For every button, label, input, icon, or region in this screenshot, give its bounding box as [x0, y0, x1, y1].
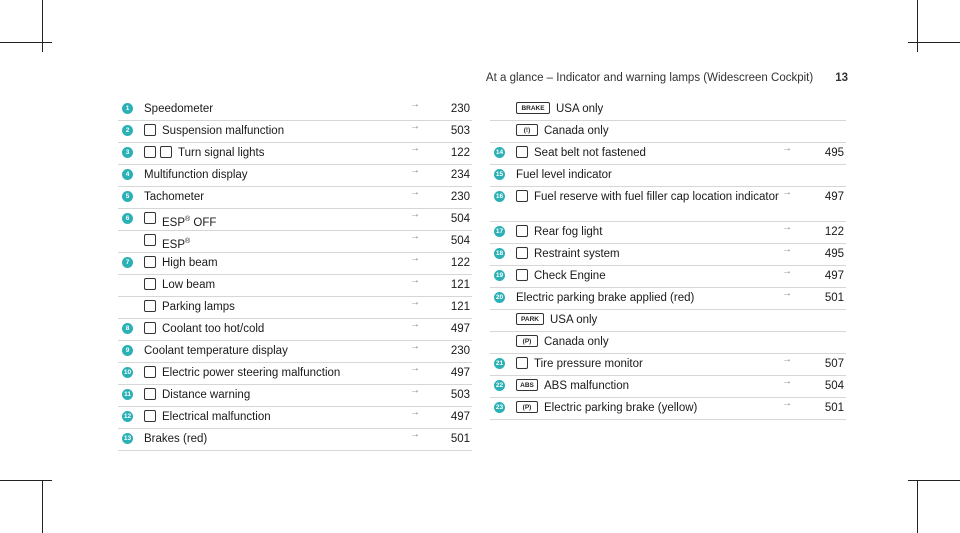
page-ref-arrow: →: [410, 209, 420, 220]
item-label: Suspension malfunction: [162, 125, 285, 137]
restraint-icon: [516, 247, 528, 259]
page-reference[interactable]: 501: [824, 402, 844, 414]
page-ref-arrow: →: [410, 341, 420, 352]
item-number-badge: 10: [123, 369, 132, 376]
abs-icon: ABS: [516, 379, 538, 391]
page-header: [486, 72, 848, 84]
parking-lamps-icon: [144, 300, 156, 312]
page-ref-arrow: →: [782, 398, 792, 409]
registered-mark: ®: [185, 238, 191, 245]
table-row: [490, 121, 846, 143]
crop-mark: [42, 480, 43, 533]
park-canada-icon: (P): [516, 335, 538, 347]
table-row: [118, 319, 472, 341]
page-ref-arrow: →: [410, 385, 420, 396]
table-row: [490, 354, 846, 376]
item-label: USA only: [550, 314, 598, 326]
table-row: [490, 244, 846, 266]
table-row: [490, 310, 846, 332]
page-ref-arrow: →: [782, 266, 792, 277]
battery-icon: [144, 410, 156, 422]
table-row: [118, 385, 472, 407]
page-reference[interactable]: 501: [450, 433, 470, 445]
item-number-badge: 4: [122, 169, 133, 180]
crop-mark: [42, 0, 43, 52]
item-label: Brakes (red): [144, 433, 208, 445]
table-row: [118, 341, 472, 363]
page-ref-arrow: →: [410, 253, 420, 264]
left-column: [118, 99, 472, 451]
item-label: Fuel level indicator: [516, 169, 612, 181]
esp-off-icon: [144, 212, 156, 224]
item-label: Rear fog light: [534, 226, 603, 238]
table-row: [118, 363, 472, 385]
item-number-badge: 13: [123, 435, 132, 442]
item-label: Restraint system: [534, 248, 620, 260]
page-reference[interactable]: 230: [450, 103, 470, 115]
item-label: Parking lamps: [162, 301, 235, 313]
engine-icon: [516, 269, 528, 281]
page-ref-arrow: →: [782, 143, 792, 154]
esp-icon: [144, 234, 156, 246]
page-ref-arrow: →: [782, 187, 792, 198]
item-number-badge: 20: [495, 294, 504, 301]
table-row: [118, 143, 472, 165]
item-label: USA only: [556, 103, 604, 115]
table-row: [118, 297, 472, 319]
item-label: ABS malfunction: [544, 380, 630, 392]
item-label: Canada only: [544, 125, 609, 137]
crop-mark: [917, 480, 918, 533]
page-reference[interactable]: 497: [824, 191, 844, 203]
page-reference[interactable]: 121: [450, 301, 470, 313]
item-label: Turn signal lights: [178, 147, 265, 159]
page-ref-arrow: →: [410, 187, 420, 198]
page-reference[interactable]: 121: [450, 279, 470, 291]
crop-mark: [0, 42, 52, 43]
table-row: [118, 429, 472, 451]
item-number-badge: 3: [122, 147, 133, 158]
right-column: [490, 99, 846, 420]
item-number-badge: 11: [122, 389, 133, 400]
turn-right-icon: [160, 146, 172, 158]
item-number-badge: 21: [495, 360, 504, 367]
table-row: [490, 187, 846, 222]
page-reference[interactable]: 497: [824, 270, 844, 282]
item-label: Fuel reserve with fuel filler cap location indicator: [534, 191, 779, 203]
item-label: Coolant temperature display: [144, 345, 288, 357]
item-number-badge: 12: [123, 413, 132, 420]
table-row: [118, 253, 472, 275]
page-reference[interactable]: 122: [450, 257, 470, 269]
table-row: [118, 407, 472, 429]
item-label: Low beam: [162, 279, 216, 291]
page-reference[interactable]: 230: [450, 345, 470, 357]
table-row: [118, 275, 472, 297]
fuel-pump-icon: [516, 190, 528, 202]
page-reference[interactable]: 504: [450, 213, 470, 225]
item-number-badge: 19: [495, 272, 504, 279]
page-ref-arrow: →: [410, 99, 420, 110]
park-usa-icon: PARK: [516, 313, 544, 325]
page-ref-arrow: →: [410, 297, 420, 308]
crop-mark: [908, 42, 960, 43]
page-number: 13: [835, 72, 848, 84]
item-label: Electrical malfunction: [162, 411, 271, 423]
item-label: ESP®: [162, 238, 191, 251]
table-row: [490, 165, 846, 187]
page-ref-arrow: →: [782, 222, 792, 233]
item-label: Multifunction display: [144, 169, 248, 181]
table-row: [490, 266, 846, 288]
page-ref-arrow: →: [410, 275, 420, 286]
table-row: [490, 398, 846, 420]
page-reference[interactable]: 122: [824, 226, 844, 238]
item-number-badge: 22: [495, 382, 504, 389]
page-reference[interactable]: 504: [824, 380, 844, 392]
page-reference[interactable]: 501: [824, 292, 844, 304]
page-ref-arrow: →: [410, 121, 420, 132]
page-reference[interactable]: 122: [450, 147, 470, 159]
page-reference[interactable]: 495: [824, 248, 844, 260]
item-label: High beam: [162, 257, 218, 269]
page-ref-arrow: →: [782, 354, 792, 365]
low-beam-icon: [144, 278, 156, 290]
item-number-badge: 15: [495, 171, 504, 178]
table-row: [490, 376, 846, 398]
parking-brake-yellow-icon: (P): [516, 401, 538, 413]
page-ref-arrow: →: [410, 231, 420, 242]
power-steering-icon: [144, 366, 156, 378]
item-number-badge: 8: [122, 323, 133, 334]
item-label: Seat belt not fastened: [534, 147, 646, 159]
item-number-badge: 18: [495, 250, 504, 257]
page-reference[interactable]: 503: [450, 125, 470, 137]
distance-warning-icon: [144, 388, 156, 400]
table-row: [118, 187, 472, 209]
table-row: [490, 222, 846, 244]
item-number-badge: 1: [122, 103, 133, 114]
table-row: [118, 99, 472, 121]
item-label: Tire pressure monitor: [534, 358, 643, 370]
item-number-badge: 17: [495, 228, 504, 235]
item-number-badge: 6: [122, 213, 133, 224]
item-number-badge: 2: [122, 125, 133, 136]
item-label: Tachometer: [144, 191, 205, 203]
page-reference[interactable]: 507: [824, 358, 844, 370]
table-row: [118, 209, 472, 231]
rear-fog-icon: [516, 225, 528, 237]
table-row: [118, 165, 472, 187]
table-row: [490, 143, 846, 165]
seat-belt-icon: [516, 146, 528, 158]
item-label: Coolant too hot/cold: [162, 323, 265, 335]
brake-usa-icon: BRAKE: [516, 102, 550, 114]
item-label: ESP® OFF: [162, 216, 217, 229]
table-row: [118, 231, 472, 253]
item-number-badge: 23: [495, 404, 504, 411]
crop-mark: [0, 480, 52, 481]
table-row: [490, 99, 846, 121]
page-ref-arrow: →: [410, 407, 420, 418]
item-label: Electric power steering malfunction: [162, 367, 341, 379]
item-label: Electric parking brake applied (red): [516, 292, 695, 304]
item-label: Distance warning: [162, 389, 251, 401]
page-ref-arrow: →: [410, 429, 420, 440]
table-row: [490, 332, 846, 354]
page-reference[interactable]: 503: [450, 389, 470, 401]
page-reference[interactable]: 234: [450, 169, 470, 181]
table-row: [490, 288, 846, 310]
brake-canada-icon: (!): [516, 124, 538, 136]
table-row: [118, 121, 472, 143]
item-number-badge: 14: [495, 149, 504, 156]
page-reference[interactable]: 230: [450, 191, 470, 203]
item-number-badge: 9: [122, 345, 133, 356]
registered-mark: ®: [185, 216, 191, 223]
page-reference[interactable]: 497: [450, 323, 470, 335]
crop-mark: [908, 480, 960, 481]
item-number-badge: 5: [122, 191, 133, 202]
coolant-icon: [144, 322, 156, 334]
crop-mark: [917, 0, 918, 52]
page-ref-arrow: →: [410, 143, 420, 154]
page-reference[interactable]: 504: [450, 235, 470, 247]
item-number-badge: 16: [495, 193, 504, 200]
page-ref-arrow: →: [410, 319, 420, 330]
item-label: Electric parking brake (yellow): [544, 402, 698, 414]
turn-left-icon: [144, 146, 156, 158]
page-reference[interactable]: 497: [450, 411, 470, 423]
page-ref-arrow: →: [410, 363, 420, 374]
tire-pressure-icon: [516, 357, 528, 369]
page-ref-arrow: →: [782, 288, 792, 299]
page-ref-arrow: →: [782, 376, 792, 387]
suspension-icon: [144, 124, 156, 136]
item-number-badge: 7: [122, 257, 133, 268]
page-reference[interactable]: 495: [824, 147, 844, 159]
page-ref-arrow: →: [782, 244, 792, 255]
item-label: Canada only: [544, 336, 609, 348]
page-ref-arrow: →: [410, 165, 420, 176]
item-label: Check Engine: [534, 270, 606, 282]
high-beam-icon: [144, 256, 156, 268]
item-label: Speedometer: [144, 103, 214, 115]
page-reference[interactable]: 497: [450, 367, 470, 379]
header-title: At a glance – Indicator and warning lamps (Widescreen Cockpit): [485, 72, 814, 84]
